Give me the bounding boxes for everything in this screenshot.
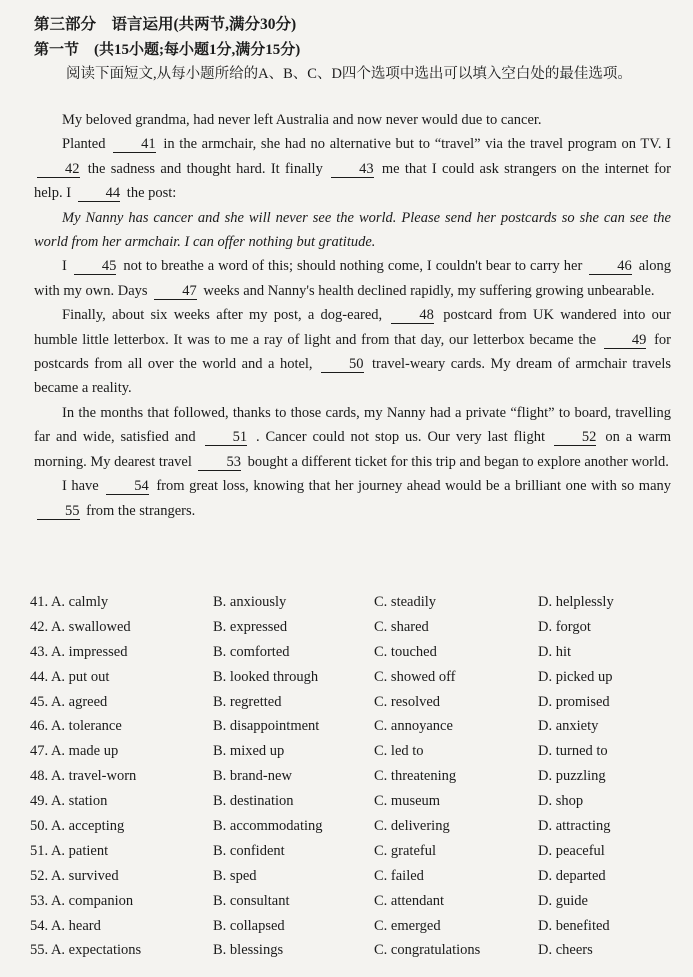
option-b: B. collapsed — [213, 917, 285, 934]
passage-text: I — [62, 258, 67, 275]
option-d: D. guide — [538, 892, 588, 909]
option-row — [30, 665, 670, 690]
option-a: 54. A. heard — [30, 917, 101, 934]
option-b: B. regretted — [213, 693, 282, 710]
option-d: D. puzzling — [538, 768, 606, 785]
option-d: D. peaceful — [538, 842, 605, 859]
blank-42: 42 — [37, 161, 80, 178]
paragraph-7 — [34, 474, 671, 523]
option-c: C. resolved — [374, 693, 441, 710]
instruction: 阅读下面短文,从每小题所给的A、B、C、D四个选项中选出可以填入空白处的最佳选项。 — [66, 66, 632, 82]
option-b: B. brand-new — [213, 768, 292, 785]
passage-text: I have — [62, 478, 99, 495]
passage-text: Planted — [62, 136, 106, 153]
paragraph-3-quote — [34, 206, 671, 255]
option-a: 53. A. companion — [30, 892, 134, 909]
option-d: D. attracting — [538, 817, 611, 834]
option-row — [30, 590, 670, 615]
passage-text: Finally, about six weeks after my post, a dog-eared, — [62, 307, 383, 324]
option-b: B. expressed — [213, 618, 288, 635]
cloze-passage — [34, 108, 671, 523]
blank-50: 50 — [321, 356, 364, 373]
option-a: 41. A. calmly — [30, 593, 109, 610]
passage-text: the sadness and thought hard. It finally — [87, 160, 323, 177]
option-row — [30, 764, 670, 789]
option-b: B. looked through — [213, 668, 319, 685]
option-a: 52. A. survived — [30, 867, 119, 884]
option-d: D. anxiety — [538, 718, 599, 735]
option-a: 55. A. expectations — [30, 942, 142, 959]
option-a: 47. A. made up — [30, 743, 119, 760]
option-b: B. blessings — [213, 942, 284, 959]
passage-text: on a warm morning. My dearest travel — [34, 429, 672, 470]
blank-52: 52 — [554, 429, 597, 446]
paragraph-2 — [34, 132, 671, 205]
option-d: D. helplessly — [538, 593, 614, 610]
section-title: 第三部分 语言运用(共两节,满分30分) — [34, 16, 297, 33]
blank-41: 41 — [113, 136, 156, 153]
passage-text: postcard from UK wandered into our humble little letterbox. It was to me a ray of light and from that day, our letterbox became the — [34, 307, 671, 348]
option-c: C. attendant — [374, 892, 445, 909]
paragraph-1: My beloved grandma, had never left Australia and now never would due to cancer. — [62, 112, 542, 128]
option-row — [30, 839, 670, 864]
option-d: D. cheers — [538, 942, 593, 959]
answer-options — [30, 590, 670, 963]
passage-text: bought a different ticket for this trip and began to explore another world. — [247, 453, 669, 470]
option-b: B. sped — [213, 867, 257, 884]
passage-text: . Cancer could not stop us. Our very last flight — [255, 429, 545, 446]
passage-text: travel-weary cards. My dream of armchair travels became a reality. — [34, 356, 671, 397]
option-row — [30, 714, 670, 739]
option-c: C. annoyance — [374, 718, 453, 735]
option-c: C. touched — [374, 643, 437, 660]
option-c: C. steadily — [374, 593, 437, 610]
option-c: C. museum — [374, 793, 441, 810]
option-c: C. delivering — [374, 817, 450, 834]
passage-text: me that I could ask strangers on the internet for help. I — [34, 160, 671, 202]
option-b: B. accommodating — [213, 817, 323, 834]
blank-46: 46 — [589, 258, 632, 275]
option-row — [30, 690, 670, 715]
option-a: 42. A. swallowed — [30, 618, 131, 635]
paragraph-6 — [34, 401, 671, 474]
option-d: D. forgot — [538, 618, 591, 635]
option-row — [30, 640, 670, 665]
quoted-post: My Nanny has cancer and she will never see the world. Please send her postcards so she can see the world from her armchair. I can offer nothing but gratitude. — [34, 209, 671, 251]
option-d: D. promised — [538, 693, 610, 710]
section-subtitle: 第一节 (共15小题;每小题1分,满分15分) — [34, 42, 301, 58]
blank-45: 45 — [74, 258, 117, 275]
passage-text: weeks and Nanny's health declined rapidly, my suffering growing unbearable. — [203, 282, 655, 299]
option-b: B. comforted — [213, 643, 290, 660]
blank-51: 51 — [205, 429, 248, 446]
passage-text: the post: — [126, 185, 177, 202]
option-b: B. mixed up — [213, 743, 285, 760]
passage-text: in the armchair, she had no alternative but to “travel” via the travel program on TV. I — [163, 136, 671, 153]
option-c: C. threatening — [374, 768, 457, 785]
option-row — [30, 615, 670, 640]
option-d: D. hit — [538, 643, 572, 660]
option-b: B. destination — [213, 793, 294, 810]
option-d: D. picked up — [538, 668, 613, 685]
option-b: B. consultant — [213, 892, 290, 909]
option-a: 51. A. patient — [30, 842, 109, 859]
option-c: C. grateful — [374, 842, 437, 859]
option-c: C. emerged — [374, 917, 441, 934]
option-row — [30, 914, 670, 939]
option-a: 44. A. put out — [30, 668, 110, 685]
passage-text: In the months that followed, thanks to those cards, my Nanny had a private “flight” to board, travelling far and wide, satisfied and — [34, 404, 671, 446]
option-row — [30, 789, 670, 814]
option-c: C. congratulations — [374, 942, 481, 959]
option-a: 49. A. station — [30, 793, 108, 810]
blank-43: 43 — [331, 161, 374, 178]
option-c: C. shared — [374, 618, 429, 635]
passage-text: from the strangers. — [86, 502, 196, 519]
option-a: 50. A. accepting — [30, 817, 125, 834]
blank-44: 44 — [78, 185, 121, 202]
blank-47: 47 — [154, 283, 197, 300]
option-a: 46. A. tolerance — [30, 718, 122, 735]
option-c: C. failed — [374, 867, 424, 884]
option-a: 43. A. impressed — [30, 643, 128, 660]
blank-54: 54 — [106, 478, 149, 495]
option-b: B. disappointment — [213, 718, 320, 735]
option-c: C. showed off — [374, 668, 456, 685]
paragraph-5 — [34, 303, 671, 401]
option-row — [30, 814, 670, 839]
blank-53: 53 — [198, 454, 241, 471]
option-b: B. anxiously — [213, 593, 287, 610]
passage-text: for postcards from all over the world and a hotel, — [34, 331, 671, 373]
passage-text: from great loss, knowing that her journey ahead would be a brilliant one with so many — [156, 478, 672, 495]
blank-49: 49 — [604, 332, 647, 349]
option-row — [30, 864, 670, 889]
passage-text: along with my own. Days — [34, 258, 671, 299]
blank-55: 55 — [37, 503, 80, 520]
option-c: C. led to — [374, 743, 424, 760]
passage-text: not to breathe a word of this; should nothing come, I couldn't bear to carry her — [123, 258, 583, 275]
option-d: D. departed — [538, 867, 606, 884]
option-a: 48. A. travel-worn — [30, 768, 137, 785]
option-a: 45. A. agreed — [30, 693, 108, 710]
paragraph-4 — [34, 254, 671, 303]
option-row — [30, 938, 670, 963]
option-d: D. turned to — [538, 743, 608, 760]
option-d: D. benefited — [538, 917, 610, 934]
option-d: D. shop — [538, 793, 584, 810]
option-b: B. confident — [213, 842, 285, 859]
blank-48: 48 — [391, 307, 434, 324]
option-row — [30, 739, 670, 764]
option-row — [30, 889, 670, 914]
